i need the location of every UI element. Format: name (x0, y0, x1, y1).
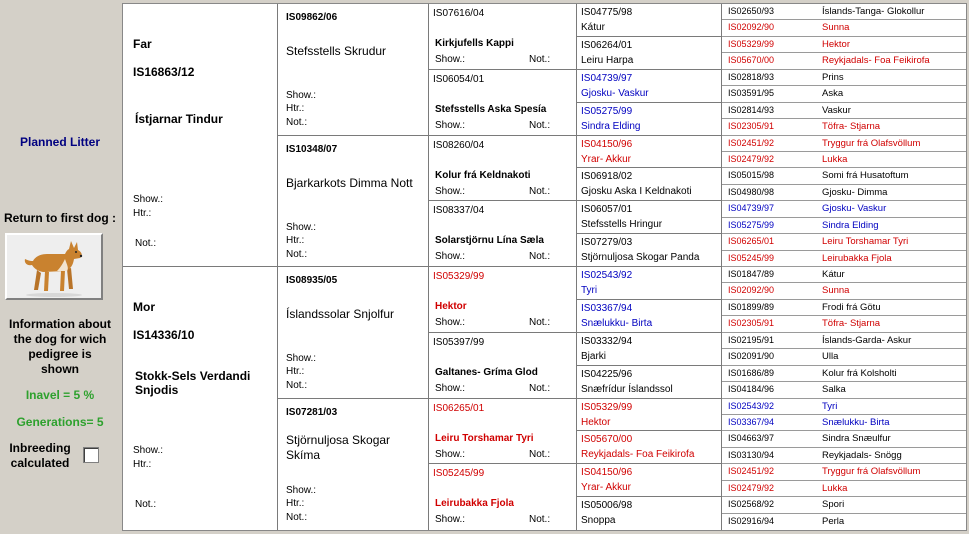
gen5-reg-number[interactable]: IS04980/98 (728, 186, 775, 197)
show-label: Show.: (435, 119, 466, 131)
gen5-cell (722, 497, 966, 513)
show-label: Show.: (286, 353, 317, 364)
return-to-first-dog-label: Return to first dog : (4, 211, 116, 225)
gen5-cell (722, 119, 966, 135)
gen4-reg-number[interactable]: IS04775/98 (581, 7, 633, 18)
info-text: Information about the dog for wich pedigree is shown (9, 317, 111, 376)
gen5-cell (722, 201, 966, 217)
gen5-name[interactable]: Frodi frá Götu (822, 301, 881, 313)
gen5-name[interactable]: Aska (822, 88, 844, 100)
gen5-reg-number[interactable]: IS05015/98 (728, 170, 775, 181)
gen5-name[interactable]: Tryggur frá Olafsvöllum (822, 137, 921, 149)
show-label: Show.: (435, 251, 466, 263)
gen4-reg-number[interactable]: IS05670/00 (581, 434, 633, 446)
gen5-cell (722, 464, 966, 480)
gen5-reg-number[interactable]: IS03130/94 (728, 449, 775, 460)
grandparent-name[interactable]: Stjörnuljosa Skogar Skíma (286, 432, 391, 462)
htr-label: Htr.: (133, 208, 152, 219)
great-grandparent-name[interactable]: Leiru Torshamar Tyri (435, 432, 534, 444)
gen4-name[interactable]: Gjosku- Vaskur (581, 87, 649, 99)
inbreeding-checkbox[interactable] (83, 447, 99, 463)
left-panel (0, 0, 120, 534)
gen5-reg-number[interactable]: IS02451/92 (728, 466, 775, 477)
gen5-cell (722, 316, 966, 332)
gen5-reg-number[interactable]: IS02092/90 (728, 285, 775, 296)
gen5-reg-number[interactable]: IS02092/90 (728, 22, 775, 33)
gen4-name[interactable]: Yrar- Akkur (581, 153, 632, 165)
gen5-reg-number[interactable]: IS03367/94 (728, 416, 775, 427)
gen5-name[interactable]: Leirubakka Fjola (822, 252, 892, 264)
htr-label: Htr.: (286, 234, 305, 246)
gen4-reg-number[interactable]: IS06918/02 (581, 171, 633, 183)
gen5-name[interactable]: Sindra Elding (822, 219, 879, 231)
not-label: Not.: (529, 514, 551, 526)
gen5-cell (722, 20, 966, 36)
gen5-name[interactable]: Tryggur frá Olafsvöllum (822, 466, 921, 478)
gen4-reg-number[interactable]: IS03367/94 (581, 302, 633, 314)
grandparent-reg-number[interactable]: IS09862/06 (286, 12, 338, 23)
great-grandparent-cell (429, 201, 577, 267)
gen5-reg-number[interactable]: IS05275/99 (728, 219, 775, 230)
gen4-reg-number[interactable]: IS04225/96 (581, 368, 633, 380)
gen5-reg-number[interactable]: IS02305/91 (728, 318, 775, 329)
show-label: Show.: (435, 317, 466, 328)
first-dog-button[interactable] (5, 233, 103, 300)
gen5-name[interactable]: Gjosku- Dimma (822, 186, 888, 198)
gen5-reg-number[interactable]: IS02818/93 (728, 71, 775, 82)
gen5-cell (722, 267, 966, 283)
gen4-name[interactable]: Yrar- Akkur (581, 482, 632, 494)
gen5-name[interactable]: Perla (822, 515, 845, 527)
gen4-reg-number[interactable]: IS05329/99 (581, 401, 633, 413)
show-label: Show.: (286, 221, 317, 233)
gen5-name[interactable]: Íslands-Tanga- Glokollur (822, 6, 925, 17)
show-label: Show.: (435, 185, 466, 197)
great-grandparent-reg-number[interactable]: IS08337/04 (433, 205, 485, 217)
gen4-cell (577, 103, 722, 136)
gen5-cell (722, 152, 966, 168)
gen4-name[interactable]: Leiru Harpa (581, 54, 634, 66)
grandparent-name[interactable]: Bjarkarkots Dimma Nott (286, 175, 413, 190)
grandparent-cell (278, 267, 429, 399)
show-label: Show.: (435, 514, 466, 526)
grandparent-name[interactable]: Íslandssolar Snjolfur (286, 307, 395, 321)
gen4-name[interactable]: Snælukku- Birta (581, 317, 653, 329)
gen5-reg-number[interactable]: IS02451/92 (728, 137, 775, 148)
great-grandparent-cell (429, 399, 577, 465)
htr-label: Htr.: (286, 103, 305, 114)
gen4-name[interactable]: Snæfrídur Íslandssol (581, 383, 673, 395)
not-label: Not.: (529, 119, 551, 131)
gen5-reg-number[interactable]: IS04184/96 (728, 384, 775, 395)
not-label: Not.: (529, 382, 551, 394)
htr-label: Htr.: (286, 497, 305, 509)
gen5-name[interactable]: Töfra- Stjarna (822, 121, 881, 133)
gen4-cell (577, 497, 722, 530)
gen4-name[interactable]: Tyri (581, 285, 598, 296)
gen5-cell (722, 514, 966, 530)
show-label: Show.: (286, 484, 317, 496)
gen4-reg-number[interactable]: IS04739/97 (581, 72, 633, 84)
gen4-name[interactable]: Sindra Elding (581, 120, 641, 132)
gen5-name[interactable]: Spori (822, 499, 845, 511)
not-label: Not.: (286, 248, 308, 260)
great-grandparent-name[interactable]: Galtanes- Gríma Glod (435, 366, 538, 378)
great-grandparent-cell (429, 267, 577, 333)
great-grandparent-cell (429, 4, 577, 70)
great-grandparent-reg-number[interactable]: IS06265/01 (433, 402, 485, 414)
gen5-reg-number[interactable]: IS02650/93 (728, 6, 775, 16)
gen4-name[interactable]: Hektor (581, 416, 611, 428)
gen5-cell (722, 431, 966, 447)
great-grandparent-reg-number[interactable]: IS05329/99 (433, 271, 485, 282)
gen4-reg-number[interactable]: IS05006/98 (581, 500, 633, 512)
gen5-name[interactable]: Gjosku- Vaskur (822, 203, 887, 215)
gen4-cell (577, 4, 722, 37)
gen5-cell (722, 300, 966, 316)
gen4-reg-number[interactable]: IS02543/92 (581, 270, 633, 281)
gen5-cell (722, 349, 966, 365)
sire-dam-cell (123, 267, 278, 530)
gen5-name[interactable]: Prins (822, 71, 844, 83)
great-grandparent-name[interactable]: Hektor (435, 301, 467, 312)
show-label: Show.: (435, 448, 466, 460)
great-grandparent-name[interactable]: Kirkjufells Kappi (435, 38, 514, 49)
htr-label: Htr.: (286, 366, 305, 377)
great-grandparent-reg-number[interactable]: IS07616/04 (433, 8, 485, 19)
gen5-reg-number[interactable]: IS04663/97 (728, 433, 775, 444)
gen4-cell (577, 366, 722, 399)
gen5-reg-number[interactable]: IS05329/99 (728, 38, 775, 49)
gen5-reg-number[interactable]: IS02091/90 (728, 351, 775, 362)
gen5-name[interactable]: Töfra- Stjarna (822, 318, 881, 330)
show-label: Show.: (435, 54, 466, 65)
great-grandparent-cell (429, 333, 577, 399)
gen4-reg-number[interactable]: IS06264/01 (581, 39, 633, 51)
great-grandparent-name[interactable]: Leirubakka Fjola (435, 498, 514, 510)
gen5-name[interactable]: Vaskur (822, 104, 851, 116)
gen5-reg-number[interactable]: IS04739/97 (728, 203, 775, 214)
not-label: Not.: (286, 380, 308, 391)
great-grandparent-name[interactable]: Solarstjörnu Lína Sæla (435, 235, 544, 247)
gen5-cell (722, 103, 966, 119)
gen5-name[interactable]: Íslands-Garda- Askur (822, 334, 912, 346)
gen5-name[interactable]: Lukka (822, 153, 848, 165)
great-grandparent-cell (429, 70, 577, 136)
grandparent-reg-number[interactable]: IS07281/03 (286, 406, 338, 418)
sire-dam-cell (123, 4, 278, 267)
gen5-cell (722, 481, 966, 497)
gen5-cell (722, 136, 966, 152)
gen5-name[interactable]: Reykjadals- Foa Feikirofa (822, 55, 930, 67)
gen4-name[interactable]: Bjarki (581, 350, 607, 362)
gen5-reg-number[interactable]: IS02568/92 (728, 499, 775, 510)
great-grandparent-reg-number[interactable]: IS05245/99 (433, 468, 485, 480)
gen5-name[interactable]: Sunna (822, 22, 850, 34)
gen5-reg-number[interactable]: IS01686/89 (728, 367, 775, 378)
gen4-reg-number[interactable]: IS06057/01 (581, 204, 633, 216)
gen5-reg-number[interactable]: IS02916/94 (728, 515, 775, 526)
gen4-cell (577, 70, 722, 103)
gen5-cell (722, 37, 966, 53)
grandparent-reg-number[interactable]: IS08935/05 (286, 275, 338, 286)
gen5-cell (722, 168, 966, 184)
show-label: Show.: (133, 194, 164, 205)
gen4-reg-number[interactable]: IS04150/96 (581, 467, 633, 479)
great-grandparent-cell (429, 464, 577, 530)
gen5-cell (722, 399, 966, 415)
pedigree-table (122, 3, 967, 531)
gen4-cell (577, 136, 722, 169)
gen5-reg-number[interactable]: IS02305/91 (728, 121, 775, 132)
gen4-name[interactable]: Stjörnuljosa Skogar Panda (581, 252, 700, 264)
gen5-reg-number[interactable]: IS02814/93 (728, 104, 775, 115)
gen5-reg-number[interactable]: IS05245/99 (728, 252, 775, 263)
gen4-cell (577, 37, 722, 70)
gen5-cell (722, 448, 966, 464)
show-label: Show.: (286, 90, 317, 101)
great-grandparent-name[interactable]: Stefsstells Aska Spesía (435, 103, 547, 115)
gen5-cell (722, 70, 966, 86)
gen5-name[interactable]: Kátur (822, 269, 845, 280)
gen4-cell (577, 333, 722, 366)
great-grandparent-name[interactable]: Kolur frá Keldnakoti (435, 169, 531, 181)
not-label: Not.: (529, 54, 551, 65)
grandparent-cell (278, 4, 429, 136)
not-label: Not.: (529, 185, 551, 197)
great-grandparent-reg-number[interactable]: IS08260/04 (433, 139, 485, 151)
gen5-reg-number[interactable]: IS02479/92 (728, 153, 775, 164)
gen5-cell (722, 185, 966, 201)
not-label: Not.: (286, 117, 308, 128)
gen5-name[interactable]: Hektor (822, 38, 850, 50)
gen5-reg-number[interactable]: IS01847/89 (728, 269, 775, 279)
not-label: Not.: (286, 511, 308, 523)
gen5-name[interactable]: Leiru Torshamar Tyri (822, 236, 909, 248)
great-grandparent-reg-number[interactable]: IS06054/01 (433, 73, 485, 85)
gen4-cell (577, 168, 722, 201)
gen4-name[interactable]: Kátur (581, 22, 605, 33)
gen5-name[interactable]: Snælukku- Birta (822, 416, 890, 428)
grandparent-name[interactable]: Stefsstells Skrudur (286, 44, 387, 58)
gen4-reg-number[interactable]: IS05275/99 (581, 105, 633, 117)
gen4-cell (577, 431, 722, 464)
not-label: Not.: (529, 448, 551, 460)
gen5-reg-number[interactable]: IS02543/92 (728, 400, 775, 411)
htr-label: Htr.: (133, 459, 152, 470)
gen5-cell (722, 382, 966, 398)
gen5-name[interactable]: Sunna (822, 285, 850, 297)
gen5-name[interactable]: Lukka (822, 482, 848, 494)
gen4-cell (577, 267, 722, 300)
gen5-cell (722, 86, 966, 102)
gen5-cell (722, 366, 966, 382)
gen5-cell (722, 251, 966, 267)
grandparent-cell (278, 136, 429, 268)
gen5-name[interactable]: Ulla (822, 351, 839, 363)
gen5-cell (722, 333, 966, 349)
gen4-name[interactable]: Reykjadals- Foa Feikirofa (581, 449, 695, 461)
gen4-reg-number[interactable]: IS03332/94 (581, 335, 633, 347)
gen5-name[interactable]: Reykjadals- Snögg (822, 449, 902, 461)
not-label: Not.: (135, 499, 157, 510)
gen5-name[interactable]: Sindra Snæulfur (822, 433, 891, 445)
inbreeding-label: Inbreeding calculated (9, 441, 71, 470)
grandparent-cell (278, 399, 429, 531)
not-label: Not.: (529, 251, 551, 263)
gen5-cell (722, 234, 966, 250)
not-label: Not.: (135, 238, 157, 249)
gen5-cell (722, 53, 966, 69)
gen4-name[interactable]: Gjosku Aska I Keldnakoti (581, 186, 692, 198)
show-label: Show.: (133, 445, 164, 456)
grandparent-reg-number[interactable]: IS10348/07 (286, 143, 338, 155)
parent-role-label: Far (133, 37, 152, 51)
gen5-cell (722, 218, 966, 234)
gen4-reg-number[interactable]: IS07279/03 (581, 237, 633, 249)
gen4-reg-number[interactable]: IS04150/96 (581, 138, 633, 150)
gen4-cell (577, 201, 722, 234)
gen5-name[interactable]: Salka (822, 384, 846, 396)
show-label: Show.: (435, 382, 466, 394)
gen5-reg-number[interactable]: IS06265/01 (728, 236, 775, 247)
gen5-reg-number[interactable]: IS02479/92 (728, 482, 775, 493)
gen4-cell (577, 300, 722, 333)
parent-role-label: Mor (133, 300, 155, 314)
gen4-cell (577, 399, 722, 432)
gen5-reg-number[interactable]: IS03591/95 (728, 88, 775, 99)
gen4-name[interactable]: Snoppa (581, 515, 616, 527)
great-grandparent-cell (429, 136, 577, 202)
dog-icon (7, 235, 101, 298)
gen5-cell (722, 415, 966, 431)
gen5-name[interactable]: Kolur frá Kolsholti (822, 367, 897, 379)
gen4-cell (577, 464, 722, 497)
gen5-cell (722, 4, 966, 20)
gen5-reg-number[interactable]: IS01899/89 (728, 301, 775, 312)
parent-name[interactable]: Ístjarnar Tindur (135, 112, 223, 126)
parent-reg-number[interactable]: IS16863/12 (133, 65, 195, 79)
gen4-name[interactable]: Stefsstells Hringur (581, 219, 663, 231)
gen5-reg-number[interactable]: IS05670/00 (728, 55, 775, 66)
gen4-cell (577, 234, 722, 267)
gen5-reg-number[interactable]: IS02195/91 (728, 334, 775, 345)
inavel-value: Inavel = 5 % (25, 388, 95, 402)
parent-name[interactable]: Stokk-Sels Verdandi Snjodis (135, 369, 251, 397)
great-grandparent-reg-number[interactable]: IS05397/99 (433, 336, 485, 348)
planned-litter-link[interactable]: Planned Litter (19, 135, 100, 149)
gen5-name[interactable]: Somi frá Husatoftum (822, 170, 909, 182)
parent-reg-number[interactable]: IS14336/10 (133, 328, 195, 342)
gen5-cell (722, 283, 966, 299)
not-label: Not.: (529, 317, 551, 328)
gen5-name[interactable]: Tyri (822, 400, 838, 412)
generations-value: Generations= 5 (16, 415, 104, 429)
